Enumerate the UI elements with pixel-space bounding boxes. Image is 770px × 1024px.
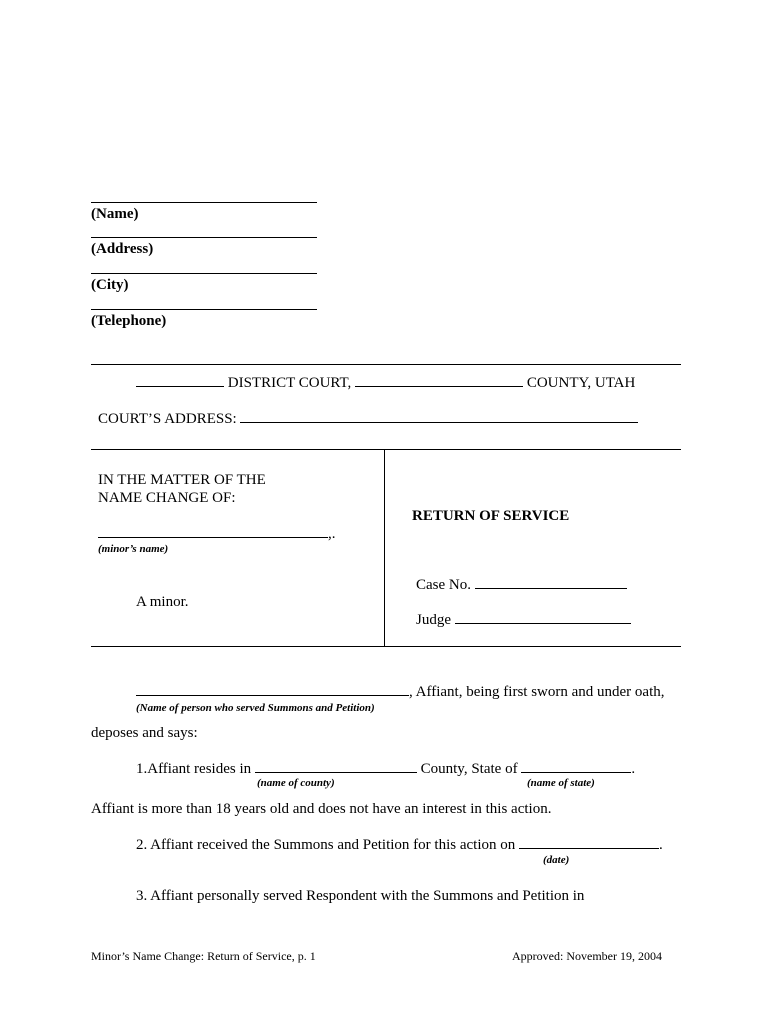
telephone-label: (Telephone) <box>91 313 167 329</box>
court-address-blank <box>240 421 638 423</box>
county-caption: (name of county) <box>257 777 335 789</box>
footer-left: Minor’s Name Change: Return of Service, p. 1 <box>91 949 316 963</box>
case-no-line <box>416 577 627 594</box>
judge-blank <box>455 622 631 624</box>
state-caption: (name of state) <box>527 777 595 789</box>
date-caption: (date) <box>543 854 570 866</box>
court-line <box>136 375 635 392</box>
deposes-text: deposes and says: <box>91 725 198 741</box>
address-label: (Address) <box>91 241 154 257</box>
county-blank <box>355 385 523 387</box>
county-of-residence-blank <box>255 771 417 773</box>
item2-end: . <box>659 837 663 853</box>
footer-right: Approved: November 19, 2004 <box>512 949 662 963</box>
district-blank <box>136 385 224 387</box>
name-blank <box>91 202 317 203</box>
name-label: (Name) <box>91 206 139 222</box>
item2-line <box>136 837 663 854</box>
affiant-caption: (Name of person who served Summons and Petition) <box>136 702 375 714</box>
caption-divider <box>384 449 385 646</box>
judge-label: Judge <box>416 612 451 628</box>
document-title: RETURN OF SERVICE <box>412 508 570 524</box>
item1-line <box>136 761 635 778</box>
item1-end: . <box>631 761 636 777</box>
item2-text: 2. Affiant received the Summons and Petition for this action on <box>136 837 516 853</box>
court-top-rule <box>91 364 681 365</box>
age-statement: Affiant is more than 18 years old and does not have an interest in this action. <box>91 801 552 817</box>
district-court-text: DISTRICT COURT, <box>227 375 352 391</box>
item1-middle: County, State of <box>420 761 518 777</box>
case-no-label: Case No. <box>416 577 471 593</box>
address-blank <box>91 237 317 238</box>
case-no-blank <box>475 587 627 589</box>
item3-text: 3. Affiant personally served Respondent with the Summons and Petition in <box>136 888 585 904</box>
city-blank <box>91 273 317 274</box>
city-label: (City) <box>91 277 129 293</box>
minors-name-caption: (minor’s name) <box>98 543 169 555</box>
a-minor-text: A minor. <box>136 594 189 610</box>
judge-line <box>416 612 631 629</box>
minor-name-blank <box>98 536 328 538</box>
court-address-line <box>98 411 638 428</box>
received-date-blank <box>519 847 659 849</box>
minor-name-suffix: ,. <box>328 526 336 542</box>
county-text: COUNTY, UTAH <box>526 375 636 391</box>
state-of-residence-blank <box>521 771 631 773</box>
matter-line1: IN THE MATTER OF THE <box>98 472 266 488</box>
matter-line2: NAME CHANGE OF: <box>98 490 236 506</box>
caption-bottom-rule <box>91 646 681 647</box>
court-address-label: COURT’S ADDRESS: <box>98 411 237 427</box>
item1-prefix: 1.Affiant resides in <box>136 761 252 777</box>
caption-top-rule <box>91 449 681 450</box>
telephone-blank <box>91 309 317 310</box>
affiant-line <box>136 684 665 701</box>
affiant-name-blank <box>136 694 409 696</box>
affiant-text: , Affiant, being first sworn and under oath, <box>409 684 665 700</box>
minor-name-line <box>98 526 336 543</box>
